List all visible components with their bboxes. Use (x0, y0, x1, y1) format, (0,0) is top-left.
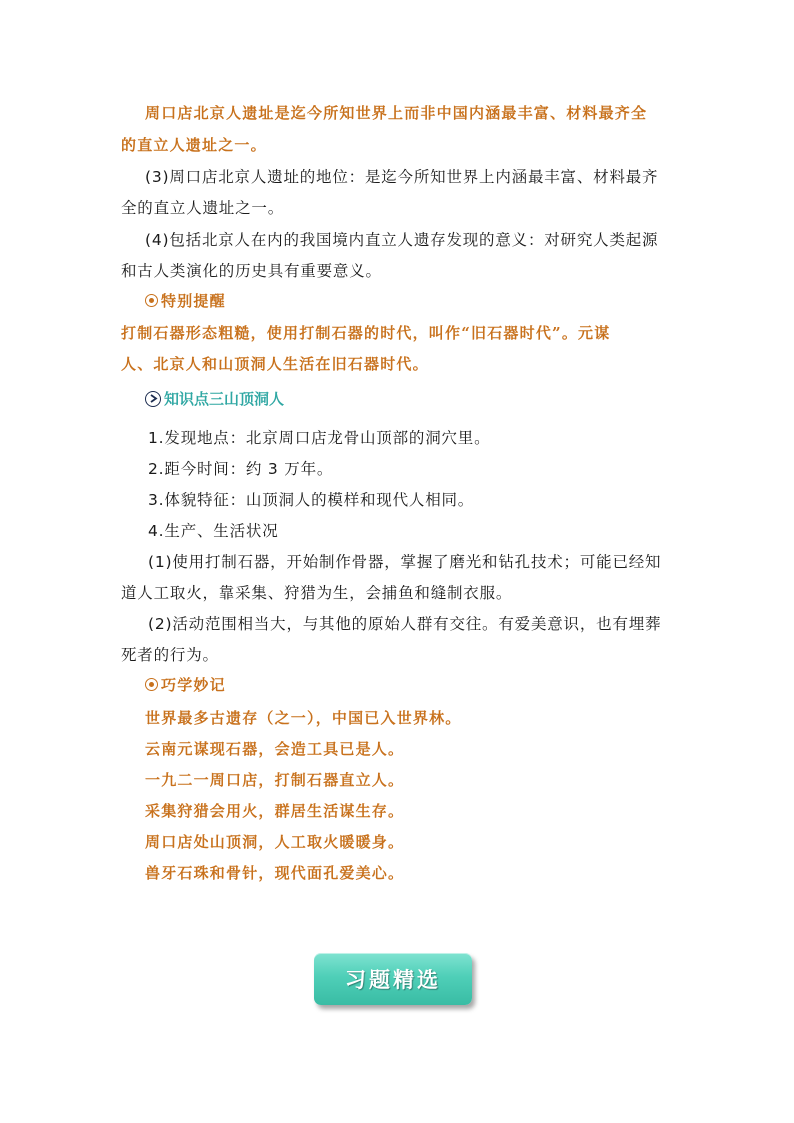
point-3-line-1: (3)周口店北京人遗址的地位：是迄今所知世界上内涵最丰富、材料最齐 (145, 168, 659, 186)
mnemonic-line: 采集狩猎会用火，群居生活谋生存。 (145, 802, 405, 820)
special-tip-title (145, 290, 226, 311)
section-3-sub-2-line-2: 死者的行为。 (121, 646, 219, 664)
section-3-sub-1-line-1: (1)使用打制石器，开始制作骨器，掌握了磨光和钻孔技术；可能已经知 (148, 553, 662, 571)
intro-note-line-2: 的直立人遗址之一。 (121, 136, 267, 154)
mnemonic-line: 云南元谋现石器，会造工具已是人。 (145, 740, 405, 758)
target-icon (145, 294, 158, 307)
mnemonic-label: 巧学妙记 (161, 676, 226, 694)
point-3-line-2: 全的直立人遗址之一。 (121, 199, 285, 217)
point-4-line-2: 和古人类演化的历史具有重要意义。 (121, 262, 382, 280)
mnemonic-line: 世界最多古遗存（之一），中国已入世界林。 (145, 709, 462, 727)
mnemonic-line: 兽牙石珠和骨针，现代面孔爱美心。 (145, 864, 405, 882)
section-3-sub-1-line-2: 道人工取火，靠采集、狩猎为生，会捕鱼和缝制衣服。 (121, 584, 513, 602)
intro-note-line-1: 周口店北京人遗址是迄今所知世界上而非中国内涵最丰富、材料最齐全 (145, 104, 648, 122)
section-3-item-1: 1.发现地点：北京周口店龙骨山顶部的洞穴里。 (148, 429, 491, 447)
section-3-sub-2-line-1: (2)活动范围相当大，与其他的原始人群有交往。有爱美意识，也有埋葬 (148, 615, 662, 633)
arrow-right-circle-icon (145, 391, 161, 407)
target-icon (145, 678, 158, 691)
section-3-item-3: 3.体貌特征：山顶洞人的模样和现代人相同。 (148, 491, 475, 509)
section-3-item-4: 4.生产、生活状况 (148, 522, 279, 540)
special-tip-label: 特别提醒 (161, 292, 226, 310)
section-3-item-2: 2.距今时间：约 3 万年。 (148, 460, 334, 478)
practice-exercises-button[interactable]: 习题精选 (314, 953, 472, 1005)
mnemonic-line: 周口店处山顶洞，人工取火暖暖身。 (145, 833, 405, 851)
special-tip-line-2: 人、北京人和山顶洞人生活在旧石器时代。 (121, 355, 429, 373)
point-4-line-1: (4)包括北京人在内的我国境内直立人遗存发现的意义：对研究人类起源 (145, 231, 659, 249)
mnemonic-title (145, 674, 226, 695)
section-3-heading (145, 388, 284, 409)
special-tip-line-1: 打制石器形态粗糙，使用打制石器的时代，叫作“旧石器时代”。元谋 (121, 324, 611, 342)
mnemonic-line: 一九二一周口店，打制石器直立人。 (145, 771, 405, 789)
section-3-heading-text: 知识点三山顶洞人 (164, 390, 285, 408)
